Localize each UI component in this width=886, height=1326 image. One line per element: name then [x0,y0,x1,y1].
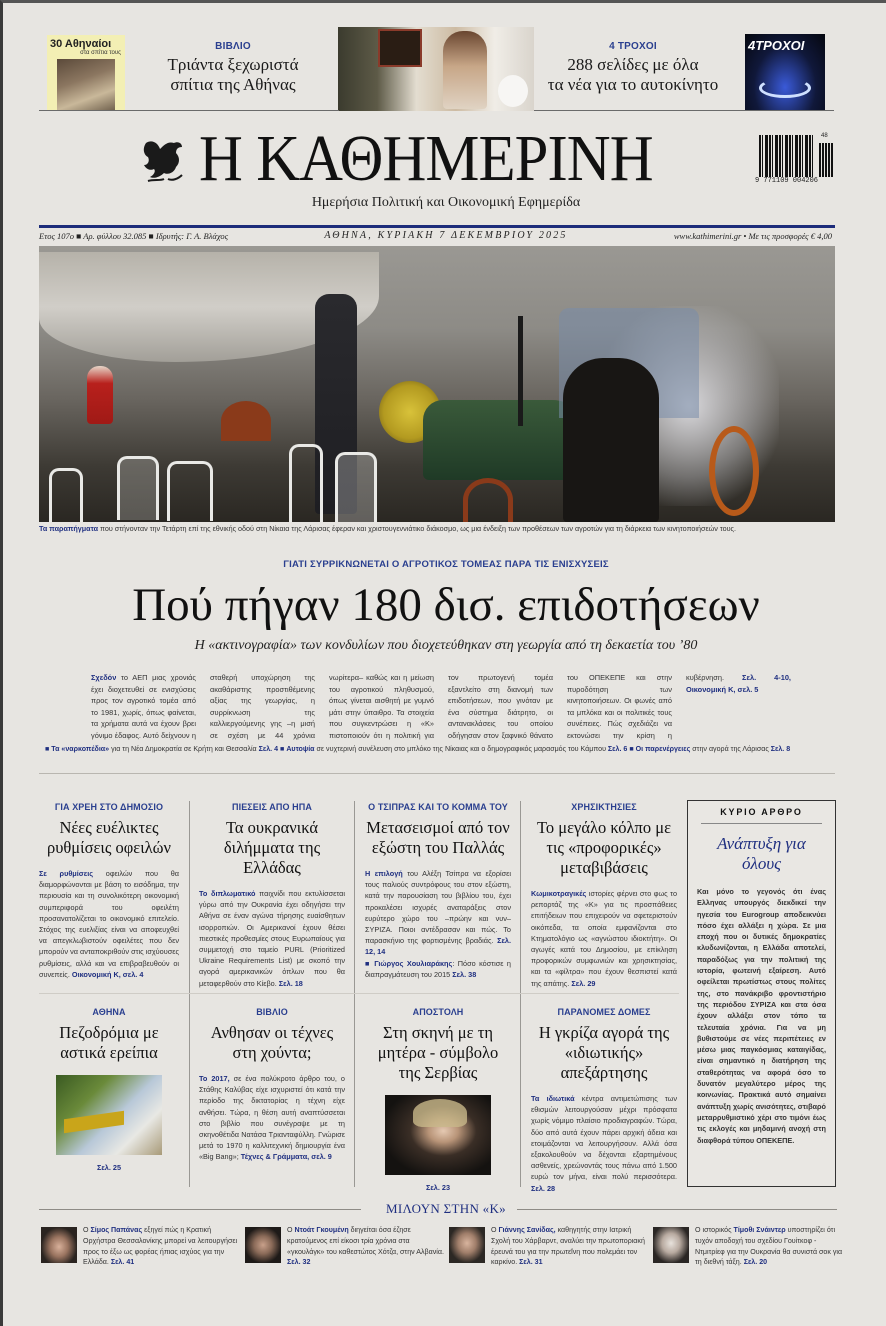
interview-prefix: Ο [287,1226,295,1234]
interview-page-ref[interactable]: Σελ. 20 [743,1258,768,1267]
interview-page-ref[interactable]: Σελ. 32 [287,1258,311,1267]
story-body-text: σε ένα πολύκροτο άρθρο του, ο Στάθης Καλύβας είχε ισχυριστεί ότι κατά την περίοδο της δικτατορίας η τέχνη είχε ανθήσει. Τώρα, η θέση αυτή αναπτύσσεται στο βιβλίο που συνέγραψε με τη σκηνοθέτιδα Νατάσα Τριανταφύλλη. Γνώρισε μετά το 1970 η καλλιτεχνική δημιουργία ένα «Big Bang»; [199,1074,345,1162]
story-body-lead: Κωμικοτραγικές [531,889,587,898]
bullet-square-icon: ■ [45,745,52,753]
interview-desc: εξηγεί πώς η Κρατική Ορχήστρα Θεσσαλονίκης μπορεί να λειτουργήσει προς το έξω ως φορέας ήπιας ισχύος για την Ελλάδα. [83,1226,238,1267]
photo-chair-3 [167,461,213,521]
teaser-1-text: για τη Νέα Δημοκρατία σε Κρήτη και Θεσσαλία [109,745,259,753]
interview-name: Τίμοθι Σνάιντερ [733,1226,786,1234]
story-page-ref[interactable]: Τέχνες & Γράμματα, σελ. 9 [240,1152,332,1162]
story-body [531,888,677,989]
photo-chair-2 [117,456,159,520]
photo-chair-5 [335,452,377,522]
interview-text [491,1225,651,1268]
lead-photo[interactable] [39,246,835,522]
interview-name: Ντοάτ Γκουμένη [294,1226,349,1234]
promo-book-cover-label: 30 Αθηναίοι [50,38,112,50]
story-extra-bold: Γιώργος Χουλιαράκης [374,958,453,968]
story-headline[interactable]: Μετασεισμοί από τον εξώστη του Παλλάς [366,818,510,857]
column-rule-1 [189,801,190,1187]
promo-title-cars-line2: τα νέα για το αυτοκίνητο [547,75,719,94]
interview-page-ref[interactable]: Σελ. 41 [110,1258,135,1267]
story-kicker: Ο ΤΣΙΠΡΑΣ ΚΑΙ ΤΟ ΚΟΜΜΑ ΤΟΥ [368,802,508,812]
interview-name: Σίμος Παπάνας [90,1226,143,1234]
interview-page-ref[interactable]: Σελ. 31 [519,1258,543,1267]
teaser-3-text: στην αγορά της Λάρισας [690,745,771,753]
editorial-kicker: ΚΥΡΙΟ ΑΡΘΡΟ [701,807,822,824]
interview-prefix: Ο ιστορικός [695,1226,734,1234]
interview-snyder[interactable] [653,1225,853,1271]
barcode-number: 9 771109 004206 [755,177,819,185]
photo-chair-1 [49,468,83,522]
story-kicker: ΧΡΗΣΙΚΤΗΣΙΕΣ [571,802,637,812]
griffin-logo-icon [138,135,190,187]
story-body-text: παιχνίδι που εκτυλίσσεται γύρω από την Ουκρανία έχει οδηγήσει την Αθήνα σε έναν αγώνα τήρησης ευαίσθητων ισορροπιών. Οι Αμερικανοί έχουν θέσει πιεστικές προθεσμίες στους Ευρωπαίους για συμμετοχή στο ταμείο PURL (Prioritized Ukraine Requirements List) με σκοπό την αγορά αμερικανικών όπλων που θα μεταφερθούν στο Κίεβο. [199,889,345,988]
interview-name: Γιάννης Σανίδας, [498,1226,556,1234]
editorial-headline[interactable]: Ανάπτυξη για όλους [717,834,806,873]
story-athens-ruins[interactable] [39,1007,179,1172]
story-kicker: ΠΑΡΑΝΟΜΕΣ ΔΟΜΕΣ [557,1007,651,1017]
promo-photo-cat [498,75,528,107]
teaser-2-ref[interactable]: Σελ. 6 [607,745,628,753]
avatar [653,1227,689,1263]
photo-wheel-rear [463,478,513,522]
story-ukraine-dilemmas[interactable] [199,802,345,989]
story-body-lead: Το διπλωματικό [199,889,256,898]
story-body [531,1093,677,1194]
story-page-ref[interactable]: Σελ. 28 [531,1183,556,1193]
story-page-ref[interactable]: Σελ. 29 [571,978,596,988]
masthead-date: ΑΘΗΝΑ, ΚΥΡΙΑΚΗ 7 ΔΕΚΕΜΒΡΙΟΥ 2025 [324,230,568,241]
teaser-1-ref[interactable]: Σελ. 4 [258,745,279,753]
story-photo-building[interactable] [56,1075,162,1155]
promo-kicker-book: ΒΙΒΛΙΟ [215,41,251,52]
avatar [449,1227,485,1263]
story-body-text: κέντρα αντιμετώπισης των εθισμών λειτουργούσαν μέχρι πρόσφατα χωρίς νόμιμο πλαίσιο προδιαγραφών. Τώρα, δύο από αυτά έχουν πάρει αρχική άδεια και ετοιμάζονται να λειτουργήσουν. Αλλά όσα εξακολουθούν να δέχονται εξαρτημένους ασθενείς, χρεώνοντάς τους πάνω από 1.500 ευρώ τον μήνα, είναι πολύ περισσότερα. [531,1094,678,1182]
barcode [755,133,835,187]
interview-papanas[interactable] [41,1225,241,1271]
teaser-2-text: σε νυχτερινή συνέλευση στο μπλόκο της Νίκαιας και ο δημογραφικός μαρασμός του Κάμπου [314,745,608,753]
story-grey-market-rehab[interactable] [531,1007,677,1194]
photo-person-tractor [563,358,659,522]
teaser-3-bold: Οι παρενέργειες [635,745,691,753]
story-kicker: ΒΙΒΛΙΟ [256,1007,288,1017]
story-page-ref[interactable]: Σελ. 25 [96,1163,122,1172]
story-page-ref[interactable]: Σελ. 12, 14 [365,936,511,957]
photo-wheel-red [221,401,271,441]
story-serbia-mother[interactable] [365,1007,511,1192]
promo-book-cover[interactable] [47,35,125,111]
photo-caption-text: που στήνονταν την Τετάρτη επί της εθνικής οδού στη Νίκαια της Λάρισας έφεραν και χριστουγεννιάτικο διάκοσμο, ως μια ένδειξη των προθέσεων των αγροτών για τη διάρκεια των κινητοποιήσεών τους. [98,524,736,533]
teaser-line [45,745,845,753]
story-body [365,868,511,980]
photo-caption [39,524,839,533]
interview-text [695,1225,845,1268]
masthead-issue-info: Ετος 107ο ■ Αρ. φύλλου 32.085 ■ Ιδρυτής: Γ. Α. Βλάχος [39,231,229,241]
story-headline[interactable]: Πεζοδρόμια με αστικά ερείπια [59,1023,159,1062]
story-page-ref[interactable]: Σελ. 18 [278,978,303,988]
story-headline[interactable]: Στη σκηνή με τη μητέρα - σύμβολο της Σερβίας [377,1023,499,1082]
promo-book-cover-sublabel: στα σπίτια τους [80,50,121,56]
photo-santa-figure [87,366,113,424]
story-body [199,888,345,989]
teaser-1-bold: Τα «ναρκοπέδια» [51,745,110,753]
promo-photo-figure [443,31,487,109]
story-body-lead: Τα ιδιωτικά [531,1094,575,1103]
barcode-addon-number: 48 [821,133,828,139]
interview-desc: υποστηρίζει ότι τυχόν αποδοχή του σχεδίου Γουίτκοφ - Ντμιτρίεφ για την Ουκρανία θα συνιστά σοκ για τη διεθνή τάξη. [695,1226,843,1267]
story-page-ref[interactable]: Οικονομική Κ, σελ. 4 [71,969,144,979]
interview-prefix: Ο [491,1226,499,1234]
promo-kicker-cars: 4 ΤΡΟΧΟΙ [609,41,657,52]
promo-divider-right [534,110,834,111]
story-body-text: οφειλών που θα διαμορφώνονται με βάση το εισόδημα, την περιουσία και τη συνολικότερη οικονομική συμπεριφορά του οφειλέτη προσανατολίζεται το οικονομικό επιτελείο. Στόχος της ευελιξίας είναι να αποφευχθεί να απεγκλωβιστούν οφειλέτες που δεν μπορούν να ανταποκριθούν στις ισχύουσες ρυθμίσεις, αλλά και να επιβραβευθούν οι συνεπείς. [39,869,180,979]
lead-body-lead: Σχεδόν [91,673,117,682]
promo-title-book-line1: Τριάντα ξεχωριστά [167,55,299,74]
story-body-lead: Η επιλογή [365,869,403,878]
interview-desc: διηγείται όσα έζησε κρατούμενος επί είκοσι τρία χρόνια στα «γκουλάγκ» του καθεστώτος Χότζα, στην Αλβανία. [287,1226,444,1256]
story-oral-transfers[interactable] [531,802,677,989]
story-extra-ref[interactable]: Σελ. 38 [452,969,477,979]
story-body [199,1073,345,1163]
masthead-website-price[interactable]: www.kathimerini.gr • Με τις προσφορές € 4,00 [673,231,832,241]
photo-awning [64,1111,124,1133]
interview-goumeni[interactable] [245,1225,445,1271]
story-photo-woman[interactable] [385,1095,491,1175]
interview-text [287,1225,447,1268]
milou-rule-right [517,1209,837,1210]
lead-ref[interactable]: Σελ. 4-10, Οικονομική Κ, σελ. 5 [686,673,791,694]
story-body-lead: Το 2017, [199,1074,230,1083]
story-headline[interactable]: Ανθησαν οι τέχνες στη χούντα; [210,1023,334,1062]
story-kicker: ΠΙΕΣΕΙΣ ΑΠΟ ΗΠΑ [232,802,312,812]
photo-exhaust-pipe [518,316,523,426]
story-kicker: ΓΙΑ ΧΡΕΗ ΣΤΟ ΔΗΜΟΣΙΟ [54,802,164,812]
bullet-square-icon: ■ [629,745,636,753]
story-headline[interactable]: Τα ουκρανικά διλήμματα της Ελλάδας [223,818,321,877]
promo-magazine-cover[interactable] [745,34,825,110]
promo-magazine-title: 4ΤΡΟΧΟΙ [748,38,805,53]
story-headline[interactable]: Η γκρίζα αγορά της «ιδιωτικής» απεξάρτησης [538,1023,670,1082]
story-body-text: ιστορίες φέρνει στο φως το ρεπορτάζ της «Κ» για τις προσπάθειες επιτήδειων που επιχειρούν να σφετεριστούν οικόπεδα, τα οποία εμφανίζονται στο Κτηματολόγιο ως «αγνώστου ιδιοκτήτη». Οι αγωγές κατά του Δημοσίου, με επίκληση προφορικών συμφωνιών και χρησικτησίας, και τα «φίλτρα» που έχουν θεσπιστεί κατά της απάτης. [531,889,677,988]
interview-desc: καθηγητής στην Ιατρική Σχολή του Χάρβαρντ, αναλύει την πρωτοποριακή έρευνά του για την πρωτεΐνη που πολεμάει τον καρκίνο. [491,1226,645,1267]
story-kicker: ΑΘΗΝΑ [92,1007,126,1017]
story-headline[interactable]: Το μεγάλο κόλπο με τις «προφορικές» μεταβιβάσεις [536,818,672,877]
masthead-title[interactable]: Η ΚΑΘΗΜΕΡΙΝΗ [199,122,653,195]
promo-book-cover-image [57,59,115,111]
bullet-square-icon: ■ [365,958,375,968]
editorial-body: Και μόνο το γεγονός ότι ένας Ελληνας υπουργός διεκδικεί την ηγεσία του Eurogroup αποδεικνύει πόσο έχει αλλάξει η χώρα. Σε μια εποχή που οι δυτικές δημοκρατίες κλυδωνίζονται, η Ελλάδα αποτελεί, παραδόξως για την πολιτική της ιστορία, φωτεινή εξαίρεση. Αυτό οφείλεται πρωτίστως στους πολίτες της, στο πανάκριβο φροντιστήριο της περιόδου ΣΥΡΙΖΑ και στα όσα έχουν αλλάξει στον τόπο τα τελευταία χρόνια. Για να μη βυθιστούμε σε νέες περιπέτειες εν μέσω μιας παγκόσμιας καταιγίδας, είναι σημαντικό η διατήρηση της σταθερότητας να αφορά όσο το δυνατόν μεγαλύτερο μέρος της κοινωνίας. Πρακτικά αυτό σημαίνει ανάπτυξη χωρίς ανισότητες, στιβαρό μεταρρυθμιστικό χέρι στο τιμόνι έως τις εκλογές και μηδαμινή ανοχή στη διαφθορά τύπου ΟΠΕΚΕΠΕ. [697,887,826,1145]
story-page-ref[interactable]: Σελ. 23 [425,1183,451,1192]
masthead-rule [39,225,835,228]
story-tsipras-aftershocks[interactable] [365,802,511,980]
masthead-subtitle: Ημερήσια Πολιτική και Οικονομική Εφημερίδα [311,195,581,210]
story-debt-settlements[interactable] [39,802,179,980]
row-divider [39,993,679,994]
lead-body [91,672,791,741]
promo-title-book-line2: σπίτια της Αθήνας [170,75,296,94]
avatar [41,1227,77,1263]
avatar [245,1227,281,1263]
section-divider [39,773,835,774]
story-kicker: ΑΠΟΣΤΟΛΗ [412,1007,464,1017]
promo-photo-frame [378,29,422,67]
story-body-text: του Αλέξη Τσίπρα να εξορίσει τους παλιούς συντρόφους του στον εξώστη, κατά την παρουσίαση του βιβλίου του, έχει προκαλέσει ισχυρές αναταράξεις στον ευρύτερο χώρο του –πρώην και νυν– ΣΥΡΙΖΑ. Ποιοι αντέδρασαν και πώς. Το παρασκήνιο της φορτισμένης βραδιάς. [365,869,511,946]
teaser-3-ref[interactable]: Σελ. 8 [770,745,791,753]
column-rule-3 [520,801,521,1187]
story-junta-arts[interactable] [199,1007,345,1163]
story-body-lead: Σε ρυθμίσεις [39,869,94,878]
interview-text [83,1225,243,1268]
lead-deck: Η «ακτινογραφία» των κονδυλίων που διοχετεύθηκαν στη γεωργία από τη δεκαετία του ’80 [194,638,698,653]
lead-kicker: ΓΙΑΤΙ ΣΥΡΡΙΚΝΩΝΕΤΑΙ Ο ΑΓΡΟΤΙΚΟΣ ΤΟΜΕΑΣ ΠΑΡΑ ΤΙΣ ΕΝΙΣΧΥΣΕΙΣ [283,559,609,570]
lead-headline[interactable]: Πού πήγαν 180 δισ. επιδοτήσεων [132,579,760,631]
story-extra-text: : Πόσο κόστισε η διαπραγμάτευση του 2015 [365,958,511,979]
teaser-2-bold: Αυτοψία [286,745,315,753]
barcode-addon-bars [819,143,833,177]
interview-sanidas[interactable] [449,1225,649,1271]
bullet-square-icon: ■ [280,745,287,753]
editorial-box[interactable] [687,800,836,1187]
photo-chair-4 [289,444,323,522]
promo-magazine-car [759,78,811,98]
promo-title-cars[interactable] [543,55,723,95]
photo-wheel-orange [709,426,759,516]
interview-prefix: Ο [83,1226,91,1234]
photo-caption-lead: Τα παραπήγματα [39,524,98,533]
lead-body-text: το ΑΕΠ μιας χρονιάς έχει διοχετευθεί σε ενισχύσεις προς τον αγροτικό τομέα από το 1981, χωρίς, όπως φαίνεται, τα χρήματα αυτά να έχουν βρει γόνιμο έδαφος. Αυτό δείχνουν η σταθερή υποχώρηση της ακαθάριστης προστιθέμενης αξίας της γεωργίας, η συρρίκνωση της καλλιεργούμενης γης –η μισή σε σχέση με 44 χρόνια νωρίτερα– καθώς και η μείωση του αγροτικού πληθυσμού, όπως γίνεται αισθητή με γυμνό μάτι στην ύπαιθρο. Τα στοιχεία που συγκεντρώσει η «Κ» πιστοποιούν ότι η πολιτική για τον πρωτογενή τομέα εξαντλείτο στη διανομή των επιδοτήσεων, που γινόταν με ένα σύστημα διάτρητο, οι αντανακλάσεις του οποίου οδήγησαν στον ξαφνικό θάνατο του ΟΠΕΚΕΠΕ και στην πυροδότηση των κινητοποιήσεων. Οι φωνές από τα μπλόκα και οι πολιτικές τους συνέπειες. Πώς σχεδιάζει να εκτονώσει την κρίση η κυβέρνηση. [91,673,743,740]
milou-section-title: ΜΙΛΟΥΝ ΣΤΗΝ «Κ» [386,1201,506,1216]
promo-title-cars-line1: 288 σελίδες με όλα [567,55,699,74]
story-headline[interactable]: Νέες ευέλικτες ρυθμίσεις οφειλών [47,818,171,857]
photo-hair [413,1099,467,1127]
story-body [39,868,179,980]
promo-title-book[interactable] [153,55,313,95]
promo-divider-left [39,110,339,111]
barcode-bars [759,135,815,177]
promo-center-photo[interactable] [338,27,534,111]
column-rule-2 [354,801,355,1187]
